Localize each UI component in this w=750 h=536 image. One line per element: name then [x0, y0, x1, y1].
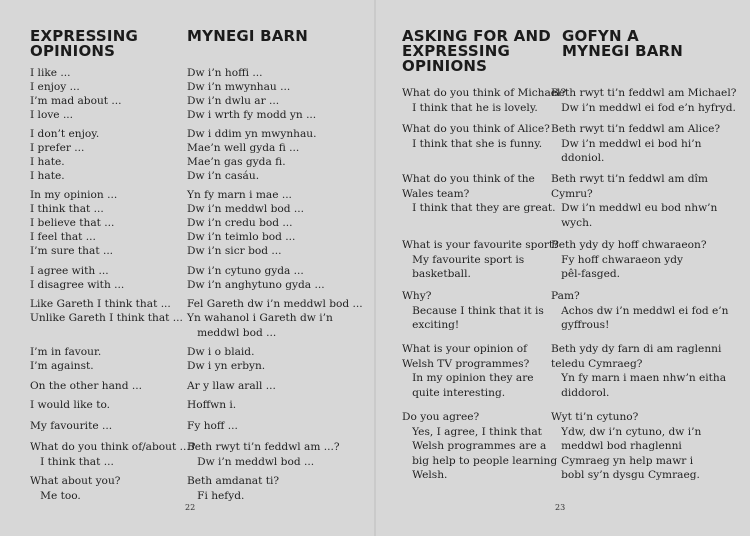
phrase-cy: Beth rwyt ti’n feddwl am Alice? — [551, 123, 721, 135]
phrase-cy: Dw i’n meddwl bod ... — [187, 455, 315, 468]
phrase-en: I think that ... — [30, 203, 104, 215]
phrase-cy: Beth ydy dy hoff chwaraeon? — [551, 239, 707, 251]
phrase-cy: gyffrous! — [551, 319, 610, 332]
phrase-cy: Dw i’n meddwl eu bod nhw’n — [551, 202, 718, 215]
phrase-en: I enjoy ... — [30, 81, 80, 93]
phrase-en: Why? — [402, 290, 432, 302]
phrase-en: Welsh programmes are a — [402, 440, 547, 453]
phrase-en: What is your favourite sport? — [402, 239, 559, 251]
heading-cy: MYNEGI BARN — [187, 27, 309, 45]
phrase-en: I’m mad about ... — [30, 95, 122, 107]
phrase-en: I think that they are great. — [402, 202, 556, 215]
phrase-cy: Beth rwyt ti’n feddwl am ...? — [187, 441, 340, 453]
phrase-cy: Dw i’n anghytuno gyda ... — [187, 279, 325, 291]
phrase-cy: Dw i ddim yn mwynhau. — [187, 128, 317, 140]
phrase-cy: Dw i’n meddwl ei fod e’n hyfryd. — [551, 101, 736, 114]
phrase-cy: Beth rwyt ti’n feddwl am dîm — [551, 173, 708, 185]
phrase-cy: Hoffwn i. — [187, 399, 237, 411]
phrase-cy: Dw i o blaid. — [187, 346, 255, 358]
phrase-en: I agree with ... — [30, 265, 109, 277]
phrase-en: Do you agree? — [402, 411, 480, 423]
phrase-cy: Yn fy marn i mae ... — [187, 189, 292, 201]
heading-cy-line-2: MYNEGI BARN — [562, 42, 684, 60]
phrase-cy: Fel Gareth dw i’n meddwl bod ... — [187, 298, 363, 310]
heading-en-line-3: OPINIONS — [402, 57, 488, 75]
phrase-en: Because I think that it is — [402, 304, 544, 317]
phrase-cy: Cymraeg yn help mawr i — [551, 454, 694, 467]
phrase-en: Unlike Gareth I think that ... — [30, 312, 183, 324]
phrase-en: Welsh. — [402, 469, 448, 482]
phrase-cy: Mae’n gas gyda fi. — [187, 156, 286, 168]
phrase-en: I hate. — [30, 156, 65, 168]
phrase-en: I think that ... — [30, 455, 114, 468]
phrase-cy: Dw i’n cytuno gyda ... — [187, 265, 304, 277]
phrase-cy: bobl sy’n dysgu Cymraeg. — [551, 469, 700, 482]
phrase-en: I’m sure that ... — [30, 245, 114, 257]
heading-en-line-1: EXPRESSING — [30, 27, 138, 45]
phrase-cy: wych. — [551, 216, 593, 229]
phrase-cy: Dw i’n meddwl ei bod hi’n — [551, 137, 702, 150]
phrase-cy: meddwl bod ... — [187, 326, 277, 339]
phrase-en: In my opinion ... — [30, 189, 118, 201]
phrase-cy: Ydw, dw i’n cytuno, dw i’n — [551, 425, 702, 438]
phrase-en: I disagree with ... — [30, 279, 125, 291]
phrase-en: exciting! — [402, 319, 460, 332]
page-number: 22 — [185, 503, 196, 512]
phrase-en: What is your opinion of — [402, 343, 528, 355]
page-number: 23 — [555, 503, 566, 512]
phrase-cy: Dw i’n mwynhau ... — [187, 81, 291, 93]
phrase-cy: ddoniol. — [551, 152, 605, 165]
phrase-cy: Cymru? — [551, 187, 593, 200]
phrase-en: I hate. — [30, 170, 65, 182]
phrase-cy: Pam? — [551, 290, 580, 302]
phrase-cy: Fy hoff ... — [187, 420, 238, 432]
phrase-en: Me too. — [30, 489, 81, 502]
right-page — [375, 0, 750, 536]
phrase-cy: Fi hefyd. — [187, 489, 245, 502]
phrase-en: What do you think of Alice? — [402, 123, 550, 135]
phrase-en: I’m against. — [30, 360, 94, 372]
phrase-en: I like ... — [30, 67, 71, 79]
phrase-cy: Beth rwyt ti’n feddwl am Michael? — [551, 87, 737, 99]
phrase-cy: Yn fy marn i maen nhw’n eitha — [551, 372, 727, 385]
heading-en-line-1: ASKING FOR AND — [402, 27, 551, 45]
phrase-en: basketball. — [402, 268, 471, 281]
phrase-cy: Beth ydy dy farn di am raglenni — [551, 343, 722, 355]
phrase-en: In my opinion they are — [402, 372, 534, 385]
phrase-cy: Dw i’n casáu. — [187, 170, 260, 182]
phrase-en: What do you think of the — [402, 173, 535, 185]
phrase-en: I prefer ... — [30, 142, 85, 154]
phrase-cy: Achos dw i’n meddwl ei fod e’n — [551, 304, 729, 317]
phrase-en: On the other hand ... — [30, 380, 142, 392]
phrase-cy: pêl-fasged. — [551, 268, 620, 281]
phrase-en: My favourite sport is — [402, 253, 525, 266]
phrase-en: Wales team? — [402, 187, 470, 200]
phrase-cy: meddwl bod rhaglenni — [551, 440, 682, 453]
phrase-en: quite interesting. — [402, 386, 506, 399]
heading-en-line-2: OPINIONS — [30, 42, 116, 60]
phrase-en: What do you think of/about ...? — [30, 441, 196, 453]
phrase-en: Like Gareth I think that ... — [30, 298, 171, 310]
phrase-en: I think that she is funny. — [402, 137, 543, 150]
phrase-cy: Dw i’n sicr bod ... — [187, 245, 282, 257]
heading-en-line-2: EXPRESSING — [402, 42, 510, 60]
phrase-en: I would like to. — [30, 399, 111, 411]
phrase-cy: Dw i’n meddwl bod ... — [187, 203, 304, 215]
phrase-cy: Dw i wrth fy modd yn ... — [187, 109, 317, 121]
phrase-en: What about you? — [30, 475, 121, 487]
phrase-cy: Dw i’n hoffi ... — [187, 67, 263, 79]
phrase-cy: diddorol. — [551, 386, 610, 399]
phrase-cy: Dw i yn erbyn. — [187, 360, 266, 372]
phrase-en: Welsh TV programmes? — [402, 357, 530, 370]
phrase-cy: Ar y llaw arall ... — [187, 380, 276, 392]
phrase-cy: teledu Cymraeg? — [551, 357, 643, 370]
phrase-cy: Mae’n well gyda fi ... — [187, 142, 300, 154]
phrase-en: big help to people learning — [402, 454, 558, 467]
phrase-en: I don’t enjoy. — [30, 128, 100, 140]
heading-cy-line-1: GOFYN A — [562, 27, 639, 45]
phrase-cy: Dw i’n credu bod ... — [187, 217, 293, 229]
phrase-en: I believe that ... — [30, 217, 115, 229]
phrase-cy: Beth amdanat ti? — [187, 475, 280, 487]
phrase-en: Yes, I agree, I think that — [402, 425, 542, 438]
phrase-cy: Wyt ti’n cytuno? — [551, 411, 639, 423]
phrase-en: What do you think of Michael? — [402, 87, 567, 99]
phrase-cy: Dw i’n teimlo bod ... — [187, 231, 296, 243]
phrase-en: My favourite ... — [30, 420, 113, 432]
phrase-en: I’m in favour. — [30, 346, 102, 358]
phrase-en: I think that he is lovely. — [402, 101, 538, 114]
phrase-cy: Fy hoff chwaraeon ydy — [551, 253, 684, 266]
phrase-cy: Dw i’n dwlu ar ... — [187, 95, 280, 107]
phrase-en: I feel that ... — [30, 231, 96, 243]
phrase-cy: Yn wahanol i Gareth dw i’n — [187, 312, 333, 324]
phrase-en: I love ... — [30, 109, 74, 121]
